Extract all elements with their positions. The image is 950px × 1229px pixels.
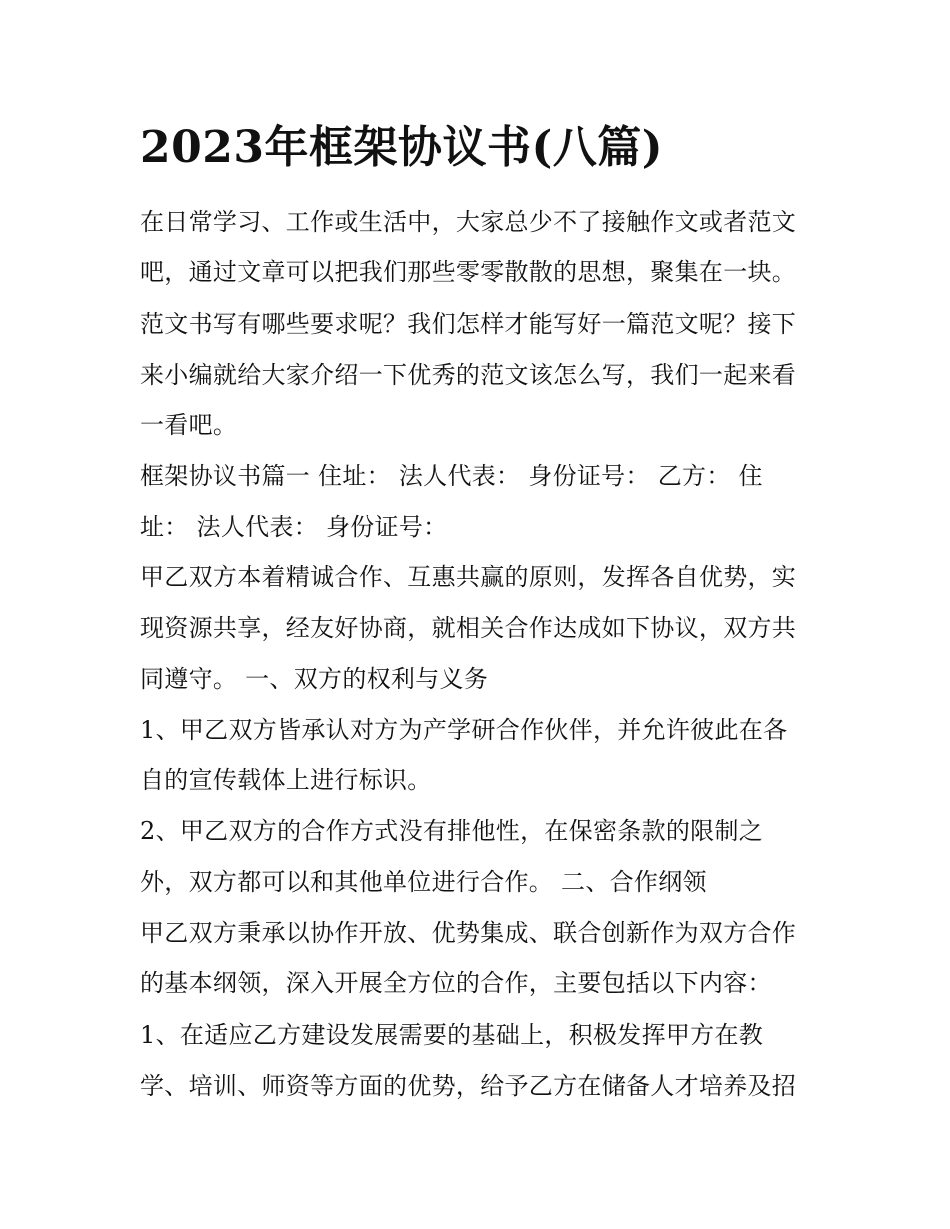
body-line: 2、甲乙双方的合作方式没有排他性，在保密条款的限制之 xyxy=(140,817,764,845)
body-line: 址： 法人代表： 身份证号： xyxy=(140,513,448,541)
body-line: 1、在适应乙方建设发展需要的基础上，积极发挥甲方在教 xyxy=(140,1021,764,1049)
body-line: 自的宣传载体上进行标识。 xyxy=(140,766,432,794)
body-line: 的基本纲领，深入开展全方位的合作，主要包括以下内容： xyxy=(140,969,772,997)
body-line: 甲乙双方本着精诚合作、互惠共赢的原则，发挥各自优势，实 xyxy=(140,563,797,591)
body-line: 来小编就给大家介绍一下优秀的范文该怎么写，我们一起来看 xyxy=(140,361,797,389)
body-line: 吧，通过文章可以把我们那些零零散散的思想，聚集在一块。 xyxy=(140,258,797,286)
body-line: 学、培训、师资等方面的优势，给予乙方在储备人才培养及招 xyxy=(140,1072,797,1100)
document-title: 2023年框架协议书(八篇) xyxy=(140,122,664,173)
body-line: 外，双方都可以和其他单位进行合作。 二、合作纲领 xyxy=(140,868,707,896)
body-line: 框架协议书篇一 住址： 法人代表： 身份证号： 乙方： 住 xyxy=(140,462,763,490)
body-line: 范文书写有哪些要求呢？我们怎样才能写好一篇范文呢？接下 xyxy=(140,310,797,338)
body-line: 同遵守。 一、双方的权利与义务 xyxy=(140,665,489,693)
body-line: 现资源共享，经友好协商，就相关合作达成如下协议，双方共 xyxy=(140,614,797,642)
body-line: 甲乙双方秉承以协作开放、优势集成、联合创新作为双方合作 xyxy=(140,919,797,947)
body-line: 一看吧。 xyxy=(140,411,238,439)
body-line: 在日常学习、工作或生活中，大家总少不了接触作文或者范文 xyxy=(140,208,797,236)
body-line: 1、甲乙双方皆承认对方为产学研合作伙伴，并允许彼此在各 xyxy=(140,716,788,744)
